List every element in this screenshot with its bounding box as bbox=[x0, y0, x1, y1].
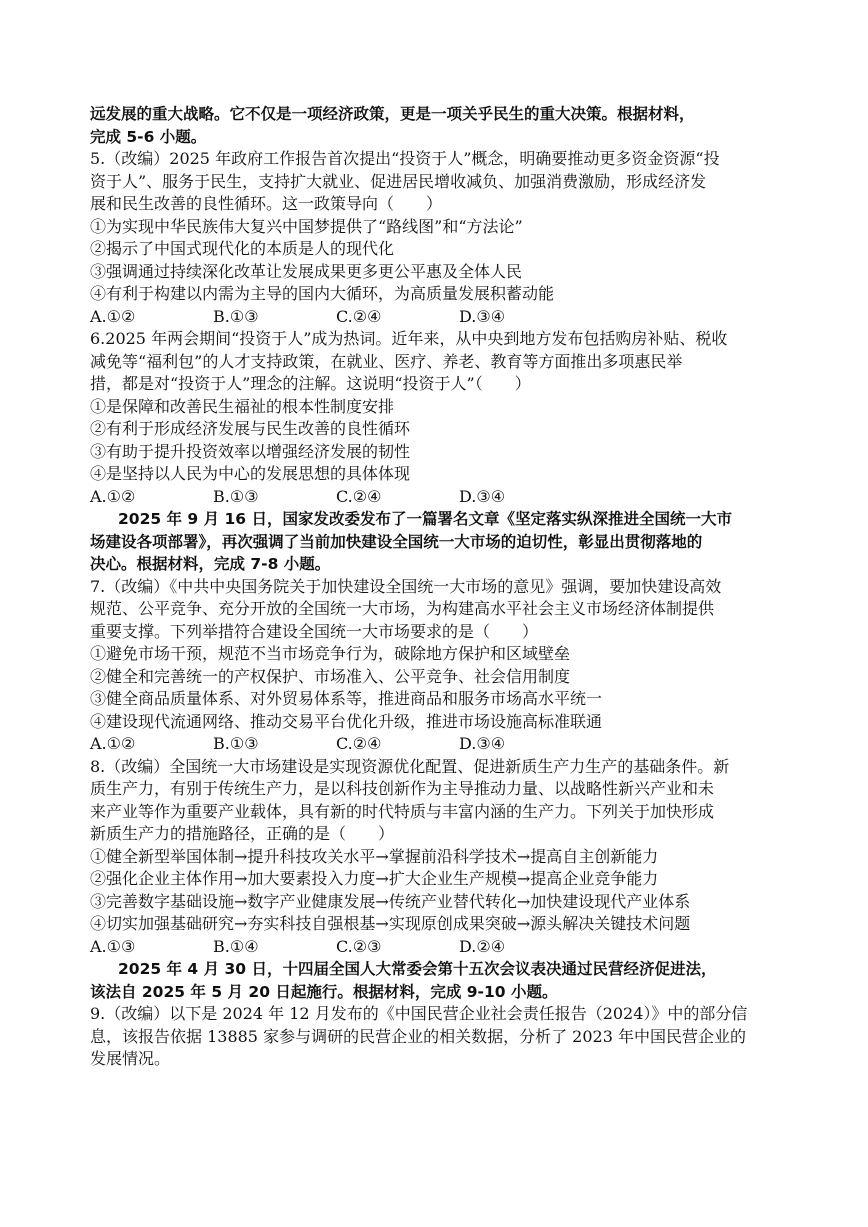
question-stem-line: 5.（改编）2025 年政府工作报告首次提出“投资于人”概念，明确要推动更多资金资源“投 bbox=[90, 149, 720, 168]
intro-line: 该法自 2025 年 5 月 20 日起施行。根据材料，完成 9-10 小题。 bbox=[90, 982, 558, 1001]
question-stem-line: 9.（改编）以下是 2024 年 12 月发布的《中国民营企业社会责任报告（2024）》中的部分信 bbox=[90, 1004, 748, 1023]
question-stem-line: 发展情况。 bbox=[90, 1049, 171, 1068]
question-stem-line: 6.2025 年两会期间“投资于人”成为热词。近年来，从中央到地方发布包括购房补贴、税收 bbox=[90, 329, 728, 348]
statement-item: ①为实现中华民族伟大复兴中国梦提供了“路线图”和“方法论” bbox=[90, 216, 523, 236]
option-a: A.①② bbox=[90, 486, 136, 506]
question-5 bbox=[90, 148, 790, 328]
intro-line: 2025 年 4 月 30 日，十四届全国人大常委会第十五次会议表决通过民营经济促进法， bbox=[118, 960, 717, 978]
option-c: C.②④ bbox=[336, 486, 382, 506]
option-b: B.①③ bbox=[213, 734, 259, 753]
intro-line: 决心。根据材料，完成 7-8 小题。 bbox=[90, 555, 331, 573]
statement-item: ②健全和完善统一的产权保护、市场准入、公平竞争、社会信用制度 bbox=[90, 666, 571, 686]
material-intro-5-6 bbox=[90, 103, 790, 148]
statement-item: ③有助于提升投资效率以增强经济发展的韧性 bbox=[90, 441, 411, 461]
option-d: D.②④ bbox=[459, 936, 506, 956]
material-intro-9-10 bbox=[90, 958, 790, 1003]
statement-item: ④有利于构建以内需为主导的国内大循环，为高质量发展积蓄动能 bbox=[90, 284, 555, 303]
statement-item: ④是坚持以人民为中心的发展思想的具体体现 bbox=[90, 464, 411, 483]
option-d: D.③④ bbox=[459, 306, 506, 326]
option-d: D.③④ bbox=[459, 486, 506, 506]
answer-options bbox=[90, 936, 790, 959]
answer-options bbox=[90, 733, 790, 756]
question-stem-line: 措，都是对“投资于人”理念的注解。这说明“投资于人”（ ） bbox=[90, 374, 531, 393]
statement-item: ④切实加强基础研究→夯实科技自强根基→实现原创成果突破→源头解决关键技术问题 bbox=[90, 914, 691, 933]
question-7 bbox=[90, 576, 790, 756]
question-6 bbox=[90, 328, 790, 508]
statement-item: ④建设现代流通网络、推动交易平台优化升级，推进市场设施高标准联通 bbox=[90, 711, 603, 731]
statement-item: ①健全新型举国体制→提升科技攻关水平→掌握前沿科学技术→提高自主创新能力 bbox=[90, 846, 659, 866]
question-9 bbox=[90, 1003, 790, 1071]
question-stem-line: 展和民生改善的良性循环。这一政策导向（ ） bbox=[90, 194, 443, 213]
intro-line: 场建设各项部署》，再次强调了当前加快建设全国统一大市场的迫切性，彰显出贯彻落地的 bbox=[90, 532, 703, 551]
option-d: D.③④ bbox=[459, 734, 506, 753]
option-c: C.②④ bbox=[336, 734, 382, 753]
question-8 bbox=[90, 756, 790, 959]
statement-item: ③健全商品质量体系、对外贸易体系等，推进商品和服务市场高水平统一 bbox=[90, 689, 603, 708]
material-intro-7-8 bbox=[90, 508, 790, 576]
intro-line: 完成 5-6 小题。 bbox=[90, 127, 207, 146]
question-stem-line: 减免等“福利包”的人才支持政策，在就业、医疗、养老、教育等方面推出多项惠民举 bbox=[90, 351, 683, 371]
statement-item: ①是保障和改善民生福祉的根本性制度安排 bbox=[90, 396, 395, 416]
option-c: C.②④ bbox=[336, 306, 382, 326]
intro-line: 2025 年 9 月 16 日，国家发改委发布了一篇署名文章《坚定落实纵深推进全国统一大市 bbox=[118, 510, 732, 528]
statement-item: ②强化企业主体作用→加大要素投入力度→扩大企业生产规模→提高企业竞争能力 bbox=[90, 869, 659, 888]
statement-item: ①避免市场干预，规范不当市场竞争行为，破除地方保护和区域壁垒 bbox=[90, 644, 571, 663]
question-stem-line: 重要支撑。下列举措符合建设全国统一大市场要求的是（ ） bbox=[90, 621, 539, 641]
question-stem-line: 质生产力，有别于传统生产力，是以科技创新作为主导推动力量、以战略性新兴产业和未 bbox=[90, 779, 715, 798]
question-stem-line: 息，该报告依据 13885 家参与调研的民营企业的相关数据，分析了 2023 年中国民营企业的 bbox=[90, 1026, 746, 1046]
intro-line: 远发展的重大战略。它不仅是一项经济政策，更是一项关乎民生的重大决策。根据材料， bbox=[90, 105, 695, 123]
option-b: B.①③ bbox=[213, 306, 259, 326]
question-stem-line: 新质生产力的措施路径，正确的是（ ） bbox=[90, 824, 395, 843]
option-c: C.②③ bbox=[336, 936, 382, 956]
statement-item: ③强调通过持续深化改革让发展成果更多更公平惠及全体人民 bbox=[90, 261, 523, 281]
option-a: A.①② bbox=[90, 734, 136, 753]
question-stem-line: 8.（改编）全国统一大市场建设是实现资源优化配置、促进新质生产力生产的基础条件。新 bbox=[90, 756, 730, 776]
statement-item: ②有利于形成经济发展与民生改善的良性循环 bbox=[90, 419, 411, 438]
option-b: B.①③ bbox=[213, 486, 259, 506]
statement-item: ②揭示了中国式现代化的本质是人的现代化 bbox=[90, 239, 395, 258]
answer-options bbox=[90, 486, 790, 509]
option-a: A.①③ bbox=[90, 936, 136, 956]
page-content bbox=[90, 103, 790, 1071]
question-stem-line: 7.（改编）《中共中央国务院关于加快建设全国统一大市场的意见》强调，要加快建设高效 bbox=[90, 576, 722, 596]
option-a: A.①② bbox=[90, 306, 136, 326]
option-b: B.①④ bbox=[213, 936, 259, 956]
question-stem-line: 规范、公平竞争、充分开放的全国统一大市场，为构建高水平社会主义市场经济体制提供 bbox=[90, 599, 715, 618]
answer-options bbox=[90, 306, 790, 329]
statement-item: ③完善数字基础设施→数字产业健康发展→传统产业替代转化→加快建设现代产业体系 bbox=[90, 891, 691, 911]
question-stem-line: 来产业等作为重要产业载体，具有新的时代特质与丰富内涵的生产力。下列关于加快形成 bbox=[90, 801, 715, 821]
question-stem-line: 资于人”、服务于民生，支持扩大就业、促进居民增收减负、加强消费激励，形成经济发 bbox=[90, 171, 707, 191]
